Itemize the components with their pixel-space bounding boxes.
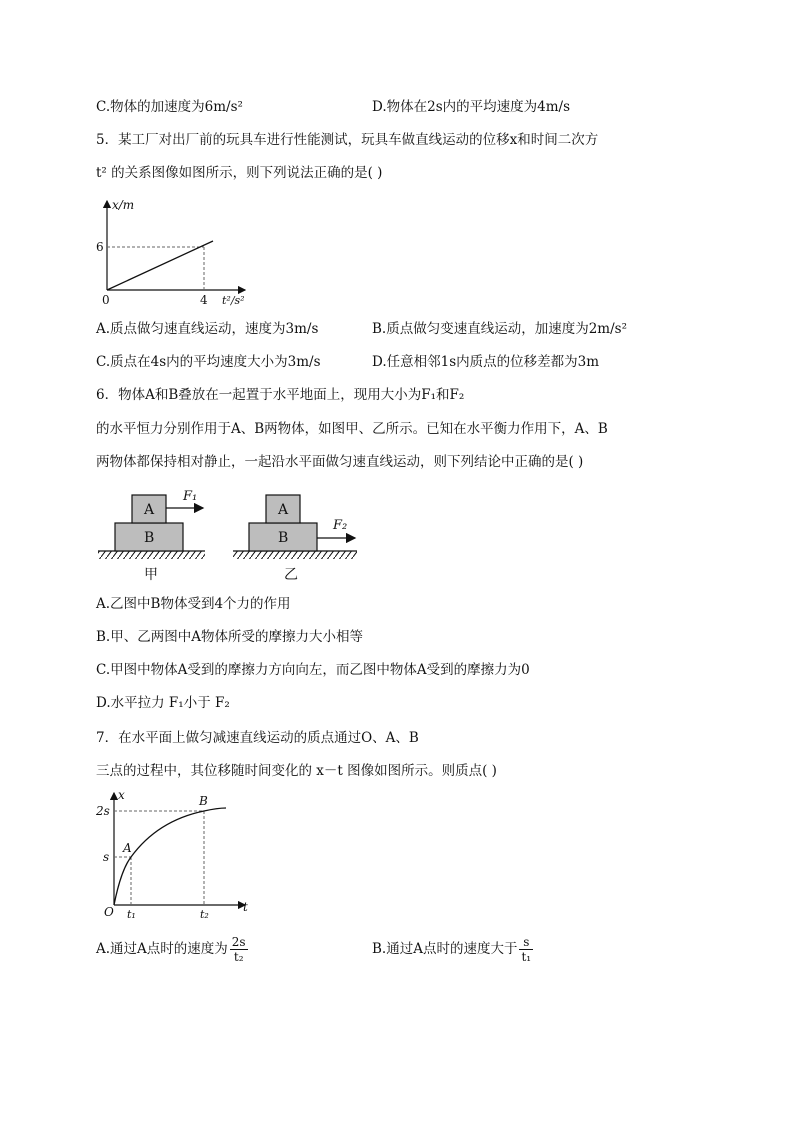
q7-stem-line2: 三点的过程中，其位移随时间变化的 x－t 图像如图所示。则质点( ) (96, 763, 497, 779)
q6-force-label-f1: F₁ (183, 489, 198, 504)
q6-label-a-left: A (144, 502, 155, 518)
q6-label-b-right: B (278, 530, 289, 546)
q7-x-tick-t1: t₁ (127, 908, 136, 921)
q6-option-a: A.乙图中B物体受到4个力的作用 (96, 596, 291, 612)
q4-option-d: D.物体在2s内的平均速度为4m/s (372, 99, 571, 115)
q5-x-tick-4: 4 (200, 293, 208, 307)
q5-x-axis-label: t²/s² (222, 294, 245, 307)
q7-curve (114, 808, 226, 905)
q7-y-tick-s: s (103, 850, 110, 864)
q6-figure-jia (98, 489, 205, 583)
q6-label-b-left: B (144, 530, 155, 546)
q5-option-d: D.任意相邻1s内质点的位移差都为3m (372, 354, 600, 370)
q6-ground-hatch-left (98, 551, 205, 559)
q7-stem-line1: 7．在水平面上做匀减速直线运动的质点通过O、A、B (96, 730, 419, 746)
q7-x-t-graph (95, 785, 260, 925)
q7-option-b-text: B.通过A点时的速度大于 (372, 941, 518, 957)
q4-option-c: C.物体的加速度为6m/s² (96, 99, 243, 115)
q5-data-line (107, 241, 213, 290)
q5-option-a: A.质点做匀速直线运动，速度为3m/s (96, 321, 319, 337)
q7-point-b-label: B (199, 794, 208, 808)
q6-caption-yi: 乙 (284, 567, 298, 583)
q7-t-axis-label: t (243, 900, 248, 914)
q7-option-a-denominator: t₂ (233, 950, 244, 964)
q6-stem-line1: 6．物体A和B叠放在一起置于水平地面上，现用大小为F₁和F₂ (96, 387, 465, 403)
q7-x-axis-label: x (118, 788, 125, 802)
q6-stem-line2: 的水平恒力分别作用于A、B两物体，如图甲、乙所示。已知在水平衡力作用下，A、B (96, 421, 608, 437)
q6-figure-yi (233, 495, 357, 583)
q5-option-c: C.质点在4s内的平均速度大小为3m/s (96, 354, 321, 370)
q5-origin-label: 0 (102, 293, 110, 307)
q7-option-b-numerator: s (519, 935, 533, 950)
q6-caption-jia: 甲 (144, 567, 158, 583)
q7-option-b-fraction (519, 935, 533, 964)
q5-stem-line2: t² 的关系图像如图所示，则下列说法正确的是( ) (96, 165, 383, 181)
q7-option-b-denominator: t₁ (521, 950, 532, 964)
q6-option-c: C.甲图中物体A受到的摩擦力方向向左，而乙图中物体A受到的摩擦力为0 (96, 662, 530, 678)
q5-option-b: B.质点做匀变速直线运动，加速度为2m/s² (372, 321, 627, 337)
q7-x-tick-t2: t₂ (200, 908, 209, 921)
q5-y-axis-label: x/m (112, 198, 135, 212)
q5-stem-line1: 5．某工厂对出厂前的玩具车进行性能测试，玩具车做直线运动的位移x和时间二次方 (96, 132, 599, 148)
q6-force-label-f2: F₂ (333, 518, 348, 533)
q6-stem-line3: 两物体都保持相对静止，一起沿水平面做匀速直线运动，则下列结论中正确的是( ) (96, 454, 584, 470)
q5-y-tick-6: 6 (96, 240, 104, 254)
q7-option-b (372, 935, 535, 964)
q6-ground-hatch-right (233, 551, 357, 559)
q7-point-a-label: A (123, 841, 132, 855)
q6-option-d: D.水平拉力 F₁小于 F₂ (96, 695, 230, 711)
q6-option-b: B.甲、乙两图中A物体所受的摩擦力大小相等 (96, 629, 363, 645)
q6-blocks-figure (95, 485, 375, 585)
q7-option-a (96, 935, 250, 964)
q5-x-t2-graph (95, 195, 265, 310)
q7-option-a-numerator: 2s (231, 935, 246, 949)
q7-origin-label: O (104, 905, 114, 919)
q7-option-a-text: A.通过A点时的速度为 (96, 941, 228, 957)
q6-label-a-right: A (278, 502, 289, 518)
q7-option-a-fraction (230, 935, 248, 964)
q7-y-tick-2s: 2s (96, 804, 110, 818)
